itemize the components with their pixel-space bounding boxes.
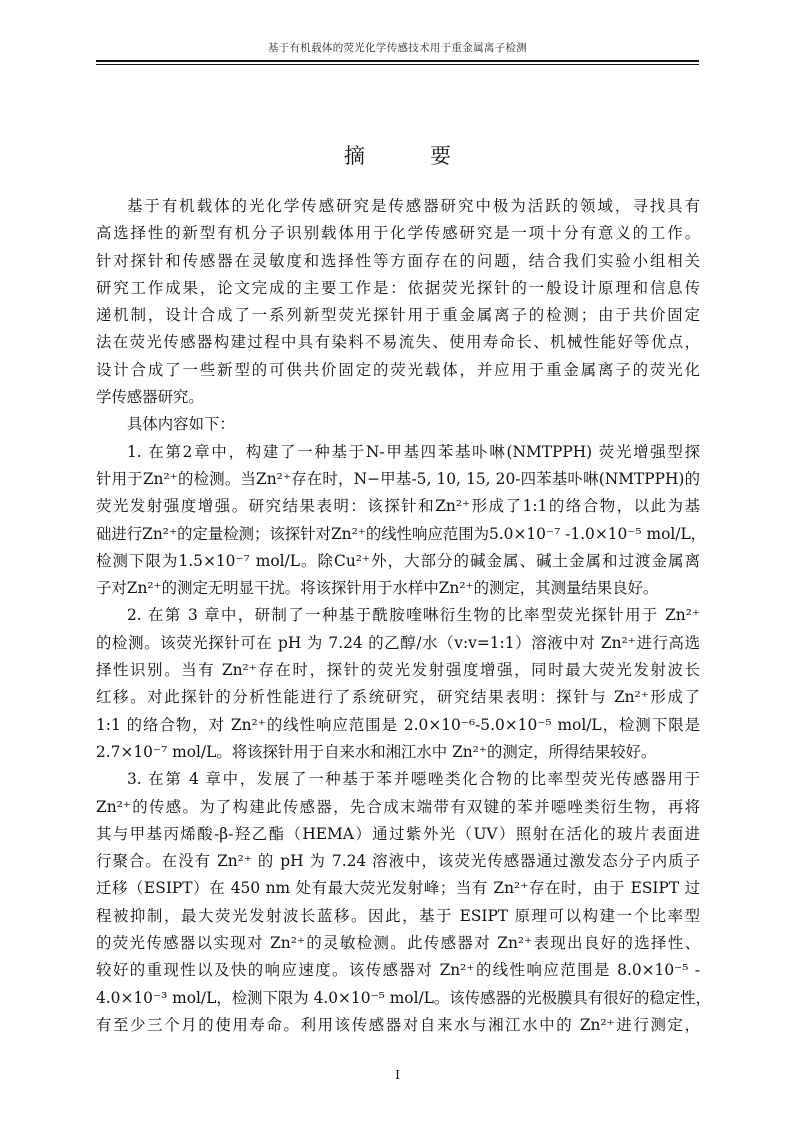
text-line: 2.7×10⁻⁷ mol/L。将该探针用于自来水和湘江水中 Zn²⁺的测定，所得结果较好。 xyxy=(96,742,657,761)
text-line: 荧光发射强度增强。研究结果表明：该探针和Zn²⁺形成了1:1的络合物，以此为基 xyxy=(96,497,700,516)
text-line: 高选择性的新型有机分子识别载体用于化学传感研究是一项十分有意义的工作。 xyxy=(96,224,700,243)
text-line: 的荧光传感器以实现对 Zn²⁺的灵敏检测。此传感器对 Zn²⁺表现出良好的选择性、 xyxy=(96,934,700,953)
text-line: 针用于Zn²⁺的检测。当Zn²⁺存在时，N−甲基-5, 10, 15, 20-四苯基卟啉(NMTPPH)的 xyxy=(96,469,700,488)
text-line: 择性识别。当有 Zn²⁺存在时，探针的荧光发射强度增强，同时最大荧光发射波长 xyxy=(96,661,700,680)
abstract-body xyxy=(96,193,711,1039)
text-line: 法在荧光传感器构建过程中具有染料不易流失、使用寿命长、机械性能好等优点， xyxy=(96,333,700,352)
text-line: 1:1 的络合物，对 Zn²⁺的线性响应范围是 2.0×10⁻⁶-5.0×10⁻⁵ mol/L，检测下限是 xyxy=(96,715,700,734)
text-line: 4.0×10⁻³ mol/L，检测下限为 4.0×10⁻⁵ mol/L。该传感器的光极膜具有很好的稳定性， xyxy=(96,988,711,1007)
text-line: 子对Zn²⁺的测定无明显干扰。将该探针用于水样中Zn²⁺的测定，其测量结果良好。 xyxy=(96,579,659,598)
text-line: 检测下限为1.5×10⁻⁷ mol/L。除Cu²⁺外，大部分的碱金属、碱土金属和过渡金属离 xyxy=(96,551,700,570)
text-line: 有至少三个月的使用寿命。利用该传感器对自来水与湘江水中的 Zn²⁺进行测定， xyxy=(96,1015,700,1034)
page-number: I xyxy=(395,1068,400,1082)
text-line: 基于有机载体的光化学传感研究是传感器研究中极为活跃的领域，寻找具有 xyxy=(127,197,700,215)
text-line: 其与甲基丙烯酸-β-羟乙酯（HEMA）通过紫外光（UV）照射在活化的玻片表面进 xyxy=(96,824,700,843)
text-line: 设计合成了一些新型的可供共价固定的荧光载体，并应用于重金属离子的荧光化 xyxy=(96,360,700,379)
text-line: 递机制，设计合成了一系列新型荧光探针用于重金属离子的检测；由于共价固定 xyxy=(96,306,700,325)
text-line: 2. 在第 3 章中，研制了一种基于酰胺喹啉衍生物的比率型荧光探针用于 Zn²⁺ xyxy=(127,606,700,625)
text-line: 学传感器研究。 xyxy=(96,388,204,407)
text-line: 迁移（ESIPT）在 450 nm 处有最大荧光发射峰；当有 Zn²⁺存在时，由于 ESIPT 过 xyxy=(96,879,700,898)
text-line: 较好的重现性以及快的响应速度。该传感器对 Zn²⁺的线性响应范围是 8.0×10⁻⁵ - xyxy=(96,961,700,980)
text-line: 1. 在第2章中，构建了一种基于N-甲基四苯基卟啉(NMTPPH) 荧光增强型探 xyxy=(127,442,700,461)
page-title: 摘 要 xyxy=(344,144,473,169)
text-line: 的检测。该荧光探针可在 pH 为 7.24 的乙醇/水（v:v=1:1）溶液中对 Zn²⁺进行高选 xyxy=(96,633,700,652)
text-line: Zn²⁺的传感。为了构建此传感器，先合成末端带有双键的苯并噁唑类衍生物，再将 xyxy=(96,797,700,816)
text-line: 础进行Zn²⁺的定量检测；该探针对Zn²⁺的线性响应范围为5.0×10⁻⁷ -1.0×10⁻⁵ mol/L， xyxy=(96,524,707,543)
text-line: 程被抑制，最大荧光发射波长蓝移。因此，基于 ESIPT 原理可以构建一个比率型 xyxy=(96,906,700,925)
text-line: 研究工作成果，论文完成的主要工作是：依据荧光探针的一般设计原理和信息传 xyxy=(96,278,700,297)
text-line: 具体内容如下： xyxy=(127,415,235,434)
text-line: 红移。对此探针的分析性能进行了系统研究，研究结果表明：探针与 Zn²⁺形成了 xyxy=(96,688,700,707)
text-line: 针对探针和传感器在灵敏度和选择性等方面存在的问题，结合我们实验小组相关 xyxy=(96,251,700,270)
header-rule-thin xyxy=(96,64,699,65)
running-header: 基于有机载体的荧光化学传感技术用于重金属离子检测 xyxy=(267,42,528,54)
header-rule xyxy=(96,60,699,62)
text-line: 3. 在第 4 章中，发展了一种基于苯并噁唑类化合物的比率型荧光传感器用于 xyxy=(127,770,700,789)
text-line: 行聚合。在没有 Zn²⁺ 的 pH 为 7.24 溶液中，该荧光传感器通过激发态分子内质子 xyxy=(96,852,700,871)
